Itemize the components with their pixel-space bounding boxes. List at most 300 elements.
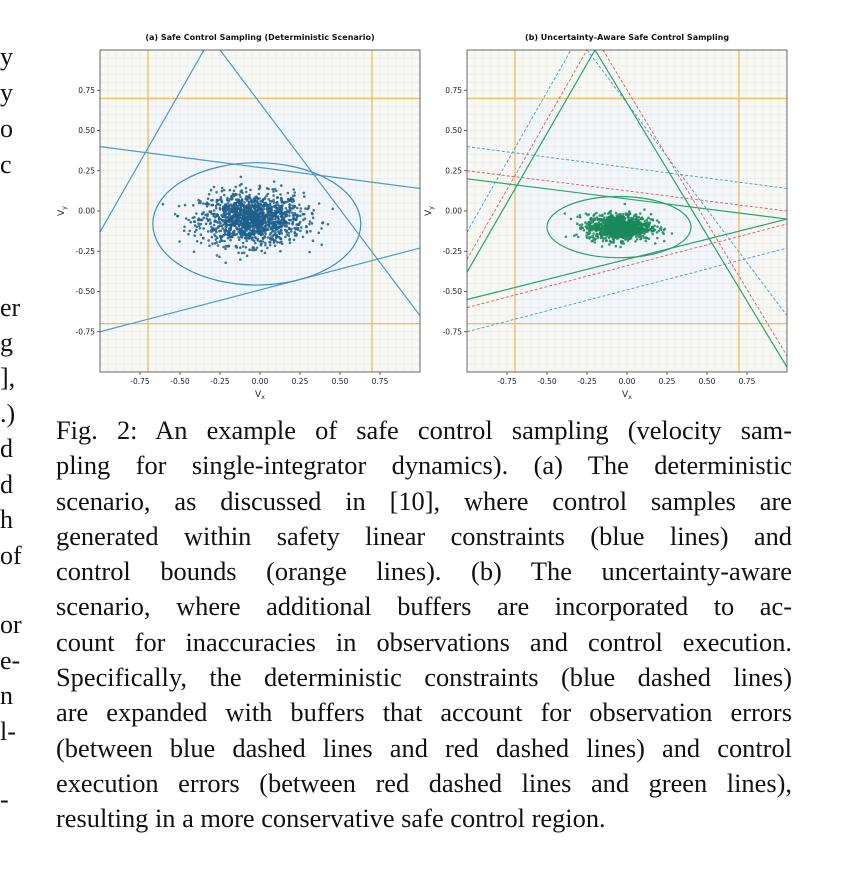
sample-point xyxy=(635,215,638,218)
sample-point xyxy=(224,261,227,264)
left-column-fragment: h xyxy=(0,505,13,534)
sample-point xyxy=(209,218,212,221)
sample-point xyxy=(601,215,604,218)
sample-point xyxy=(630,218,633,221)
sample-point xyxy=(178,240,181,243)
sample-point xyxy=(240,189,243,192)
sample-point xyxy=(228,236,231,239)
chart-title: (b) Uncertainty-Aware Safe Control Sampling xyxy=(524,33,730,42)
sample-point xyxy=(629,227,632,230)
x-tick-label: -0.75 xyxy=(130,377,150,386)
sample-point xyxy=(245,240,248,243)
sample-point xyxy=(213,209,216,212)
sample-point xyxy=(243,223,246,226)
sample-point xyxy=(247,226,250,229)
sample-point xyxy=(275,201,278,204)
sample-point xyxy=(309,220,312,223)
caption-line: Fig. 2: An example of safe control sampling (velocity sam- xyxy=(56,415,792,445)
sample-point xyxy=(194,231,197,234)
sample-point xyxy=(234,234,237,237)
sample-point xyxy=(220,200,223,203)
sample-point xyxy=(287,192,290,195)
sample-point xyxy=(264,252,267,255)
sample-point xyxy=(241,204,244,207)
sample-point xyxy=(628,211,631,214)
sample-point xyxy=(269,200,272,203)
sample-point xyxy=(197,217,200,220)
sample-point xyxy=(253,247,256,250)
y-tick-label: -0.75 xyxy=(75,327,95,337)
sample-point xyxy=(230,203,233,206)
sample-point xyxy=(244,229,247,232)
sample-point xyxy=(594,241,597,244)
left-column-fragment: d xyxy=(0,434,13,463)
sample-point xyxy=(638,216,641,219)
sample-point xyxy=(263,231,266,234)
sample-point xyxy=(645,236,648,239)
sample-point xyxy=(288,211,291,214)
sample-point xyxy=(226,202,229,205)
sample-point xyxy=(273,240,276,243)
sample-point xyxy=(609,222,612,225)
sample-point xyxy=(288,227,291,230)
sample-point xyxy=(643,233,646,236)
sample-point xyxy=(659,228,662,231)
sample-point xyxy=(252,198,255,201)
sample-point xyxy=(240,213,243,216)
sample-point xyxy=(302,213,305,216)
sample-point xyxy=(308,223,311,226)
sample-point xyxy=(256,213,259,216)
left-column-fragment: y xyxy=(0,78,13,107)
sample-point xyxy=(221,187,224,190)
sample-point xyxy=(229,219,232,222)
sample-point xyxy=(233,230,236,233)
sample-point xyxy=(593,213,596,216)
sample-point xyxy=(623,233,626,236)
sample-point xyxy=(246,215,249,218)
sample-point xyxy=(218,218,221,221)
sample-point xyxy=(622,219,625,222)
figure-svg xyxy=(56,24,816,404)
sample-point xyxy=(293,227,296,230)
sample-point xyxy=(270,208,273,211)
sample-point xyxy=(608,228,611,231)
sample-point xyxy=(591,229,594,232)
sample-point xyxy=(291,201,294,204)
sample-point xyxy=(256,247,259,250)
sample-point xyxy=(288,203,291,206)
sample-point xyxy=(630,234,633,237)
sample-point xyxy=(615,234,618,237)
sample-point xyxy=(270,236,273,239)
sample-point xyxy=(211,212,214,215)
sample-point xyxy=(619,228,622,231)
sample-point xyxy=(226,216,229,219)
y-tick-label: 0.25 xyxy=(78,166,95,176)
sample-point xyxy=(286,222,289,225)
sample-point xyxy=(280,237,283,240)
sample-point xyxy=(586,214,589,217)
sample-point xyxy=(280,184,283,187)
y-tick-label: 0.50 xyxy=(78,126,95,135)
sample-point xyxy=(227,208,230,211)
sample-point xyxy=(197,199,200,202)
sample-point xyxy=(245,187,248,190)
x-tick-label: 0.75 xyxy=(371,377,389,386)
sample-point xyxy=(283,202,286,205)
sample-point xyxy=(210,189,213,192)
sample-point xyxy=(586,232,589,235)
sample-point xyxy=(252,225,255,228)
x-tick-label: 0.25 xyxy=(658,377,676,386)
sample-point xyxy=(607,218,610,221)
sample-point xyxy=(267,188,270,191)
y-tick-label: 0.50 xyxy=(445,126,462,135)
sample-point xyxy=(289,242,292,245)
sample-point xyxy=(263,208,266,211)
sample-point xyxy=(236,201,239,204)
sample-point xyxy=(223,189,226,192)
x-tick-label: -0.75 xyxy=(497,377,517,386)
y-tick-label: -0.75 xyxy=(442,327,462,337)
sample-point xyxy=(272,194,275,197)
sample-point xyxy=(299,210,302,213)
x-tick-label: 0.50 xyxy=(698,377,716,386)
sample-point xyxy=(276,221,279,224)
sample-point xyxy=(242,242,245,245)
sample-point xyxy=(598,214,601,217)
sample-point xyxy=(596,233,599,236)
sample-point xyxy=(634,240,637,243)
left-column-fragment: n xyxy=(0,681,13,710)
sample-point xyxy=(205,223,208,226)
sample-point xyxy=(278,232,281,235)
sample-point xyxy=(589,232,592,235)
caption-line: are expanded with buffers that account for observation errors xyxy=(56,697,792,728)
sample-point xyxy=(287,200,290,203)
sample-point xyxy=(273,180,276,183)
sample-point xyxy=(240,176,243,179)
sample-point xyxy=(239,246,242,249)
sample-point xyxy=(588,221,591,224)
sample-point xyxy=(274,205,277,208)
sample-point xyxy=(304,217,307,220)
sample-point xyxy=(656,237,659,240)
sample-point xyxy=(625,237,628,240)
sample-point xyxy=(238,238,241,241)
sample-point xyxy=(227,224,230,227)
sample-point xyxy=(192,204,195,207)
sample-point xyxy=(235,198,238,201)
sample-point xyxy=(252,230,255,233)
sample-point xyxy=(280,199,283,202)
sample-point xyxy=(625,225,628,228)
sample-point xyxy=(251,205,254,208)
sample-point xyxy=(214,213,217,216)
sample-point xyxy=(264,222,267,225)
sample-point xyxy=(242,245,245,248)
sample-point xyxy=(264,244,267,247)
left-column-fragment: d xyxy=(0,470,13,499)
sample-point xyxy=(586,236,589,239)
sample-point xyxy=(321,222,324,225)
sample-point xyxy=(332,208,335,211)
sample-point xyxy=(600,232,603,235)
sample-point xyxy=(231,217,234,220)
sample-point xyxy=(636,238,639,241)
sample-point xyxy=(221,219,224,222)
sample-point xyxy=(262,237,265,240)
sample-point xyxy=(185,217,188,220)
y-tick-label: 0.00 xyxy=(78,206,95,216)
sample-point xyxy=(592,237,595,240)
sample-point xyxy=(266,247,269,250)
sample-point xyxy=(241,227,244,230)
chart-panel-b xyxy=(424,33,787,401)
sample-point xyxy=(245,236,248,239)
sample-point xyxy=(280,229,283,232)
left-column-fragment: or xyxy=(0,610,22,639)
sample-point xyxy=(611,217,614,220)
sample-point xyxy=(617,217,620,220)
sample-point xyxy=(643,208,646,211)
sample-point xyxy=(249,233,252,236)
sample-point xyxy=(286,213,289,216)
sample-point xyxy=(292,188,295,191)
sample-point xyxy=(576,216,579,219)
sample-point xyxy=(241,252,244,255)
sample-point xyxy=(216,236,219,239)
sample-point xyxy=(651,226,654,229)
sample-point xyxy=(259,232,262,235)
sample-point xyxy=(229,189,232,192)
sample-point xyxy=(620,240,623,243)
x-tick-label: -0.25 xyxy=(210,377,230,386)
left-column-fragment: - xyxy=(0,785,9,814)
sample-point xyxy=(263,198,266,201)
sample-point xyxy=(203,211,206,214)
sample-point xyxy=(644,229,647,232)
y-tick-label: -0.25 xyxy=(442,246,462,256)
sample-point xyxy=(600,218,603,221)
sample-point xyxy=(207,239,210,242)
sample-point xyxy=(251,200,254,203)
sample-point xyxy=(274,215,277,218)
sample-point xyxy=(208,244,211,247)
sample-point xyxy=(259,208,262,211)
sample-point xyxy=(223,209,226,212)
sample-point xyxy=(318,232,321,235)
sample-point xyxy=(610,235,613,238)
sample-point xyxy=(196,240,199,243)
sample-point xyxy=(582,227,585,230)
sample-point xyxy=(293,212,296,215)
x-tick-label: 0.50 xyxy=(331,377,349,386)
sample-point xyxy=(249,217,252,220)
sample-point xyxy=(223,231,226,234)
sample-point xyxy=(269,241,272,244)
sample-point xyxy=(243,201,246,204)
sample-point xyxy=(269,216,272,219)
sample-point xyxy=(212,229,215,232)
sample-point xyxy=(573,234,576,237)
sample-point xyxy=(248,213,251,216)
y-tick-label: -0.50 xyxy=(75,287,95,296)
sample-point xyxy=(594,227,597,230)
sample-point xyxy=(184,204,187,207)
sample-point xyxy=(627,222,630,225)
sample-point xyxy=(265,202,268,205)
sample-point xyxy=(228,212,231,215)
sample-point xyxy=(257,197,260,200)
sample-point xyxy=(187,219,190,222)
sample-point xyxy=(240,236,243,239)
sample-point xyxy=(225,223,228,226)
sample-point xyxy=(311,222,314,225)
sample-point xyxy=(565,236,568,239)
caption-line: scenario, where additional buffers are incorporated to ac- xyxy=(56,591,792,622)
sample-point xyxy=(654,242,657,245)
sample-point xyxy=(297,227,300,230)
sample-point xyxy=(605,240,608,243)
sample-point xyxy=(264,216,267,219)
sample-point xyxy=(267,224,270,227)
left-column-fragment: l- xyxy=(0,717,16,746)
sample-point xyxy=(238,211,241,214)
sample-point xyxy=(651,233,654,236)
sample-point xyxy=(254,218,257,221)
sample-point xyxy=(199,227,202,230)
sample-point xyxy=(235,186,238,189)
sample-point xyxy=(215,205,218,208)
sample-point xyxy=(278,241,281,244)
sample-point xyxy=(303,195,306,198)
sample-point xyxy=(239,200,242,203)
sample-point xyxy=(269,244,272,247)
sample-point xyxy=(264,242,267,245)
sample-point xyxy=(279,193,282,196)
sample-point xyxy=(605,225,608,228)
sample-point xyxy=(602,225,605,228)
sample-point xyxy=(239,184,242,187)
sample-point xyxy=(293,231,296,234)
sample-point xyxy=(276,196,279,199)
sample-point xyxy=(609,212,612,215)
sample-point xyxy=(254,211,257,214)
left-column-fragment: g xyxy=(0,328,13,357)
sample-point xyxy=(245,191,248,194)
sample-point xyxy=(210,226,213,229)
x-tick-label: -0.50 xyxy=(537,377,557,386)
sample-point xyxy=(237,218,240,221)
sample-point xyxy=(320,227,323,230)
left-column-fragment: ], xyxy=(0,363,16,392)
sample-point xyxy=(209,221,212,224)
sample-point xyxy=(215,191,218,194)
sample-point xyxy=(237,236,240,239)
sample-point xyxy=(255,223,258,226)
sample-point xyxy=(202,237,205,240)
caption-line: Specifically, the deterministic constraints (blue dashed lines) xyxy=(56,662,792,693)
sample-point xyxy=(174,213,177,216)
sample-point xyxy=(296,207,299,210)
left-column-fragment: e- xyxy=(0,646,21,675)
sample-point xyxy=(602,240,605,243)
sample-point xyxy=(277,218,280,221)
sample-point xyxy=(293,238,296,241)
sample-point xyxy=(235,245,238,248)
sample-point xyxy=(200,242,203,245)
caption-line: generated within safety linear constraints (blue lines) and xyxy=(56,520,792,551)
left-column-fragments xyxy=(0,40,22,870)
sample-point xyxy=(635,236,638,239)
sample-point xyxy=(293,191,296,194)
sample-point xyxy=(627,239,630,242)
sample-point xyxy=(272,190,275,193)
sample-point xyxy=(187,233,190,236)
x-tick-label: 0.00 xyxy=(251,377,269,386)
sample-point xyxy=(213,220,216,223)
sample-point xyxy=(253,201,256,204)
sample-point xyxy=(220,196,223,199)
sample-point xyxy=(656,231,659,234)
sample-point xyxy=(251,233,254,236)
sample-point xyxy=(218,216,221,219)
sample-point xyxy=(307,207,310,210)
caption-line: (between blue dashed lines and red dashed lines) and control xyxy=(56,732,792,763)
sample-point xyxy=(229,239,232,242)
sample-point xyxy=(291,212,294,215)
sample-point xyxy=(271,214,274,217)
sample-point xyxy=(220,230,223,233)
sample-point xyxy=(202,202,205,205)
sample-point xyxy=(183,226,186,229)
sample-point xyxy=(608,243,611,246)
sample-point xyxy=(239,208,242,211)
sample-point xyxy=(649,221,652,224)
sample-point xyxy=(193,251,196,254)
sample-point xyxy=(663,240,666,243)
sample-point xyxy=(233,225,236,228)
sample-point xyxy=(299,230,302,233)
sample-point xyxy=(223,234,226,237)
sample-point xyxy=(588,237,591,240)
sample-point xyxy=(250,208,253,211)
sample-point xyxy=(592,232,595,235)
chart-panel-a xyxy=(57,33,420,401)
sample-point xyxy=(215,231,218,234)
sample-point xyxy=(202,227,205,230)
sample-point xyxy=(200,223,203,226)
sample-point xyxy=(214,242,217,245)
sample-point xyxy=(304,207,307,210)
figure-caption xyxy=(56,413,792,837)
sample-point xyxy=(226,199,229,202)
sample-point xyxy=(613,218,616,221)
sample-point xyxy=(221,235,224,238)
x-tick-label: 0.00 xyxy=(618,377,636,386)
sample-point xyxy=(649,218,652,221)
sample-point xyxy=(601,245,604,248)
sample-point xyxy=(207,197,210,200)
sample-point xyxy=(636,220,639,223)
sample-point xyxy=(272,199,275,202)
sample-point xyxy=(312,239,315,242)
sample-point xyxy=(577,236,580,239)
sample-point xyxy=(631,229,634,232)
sample-point xyxy=(216,213,219,216)
